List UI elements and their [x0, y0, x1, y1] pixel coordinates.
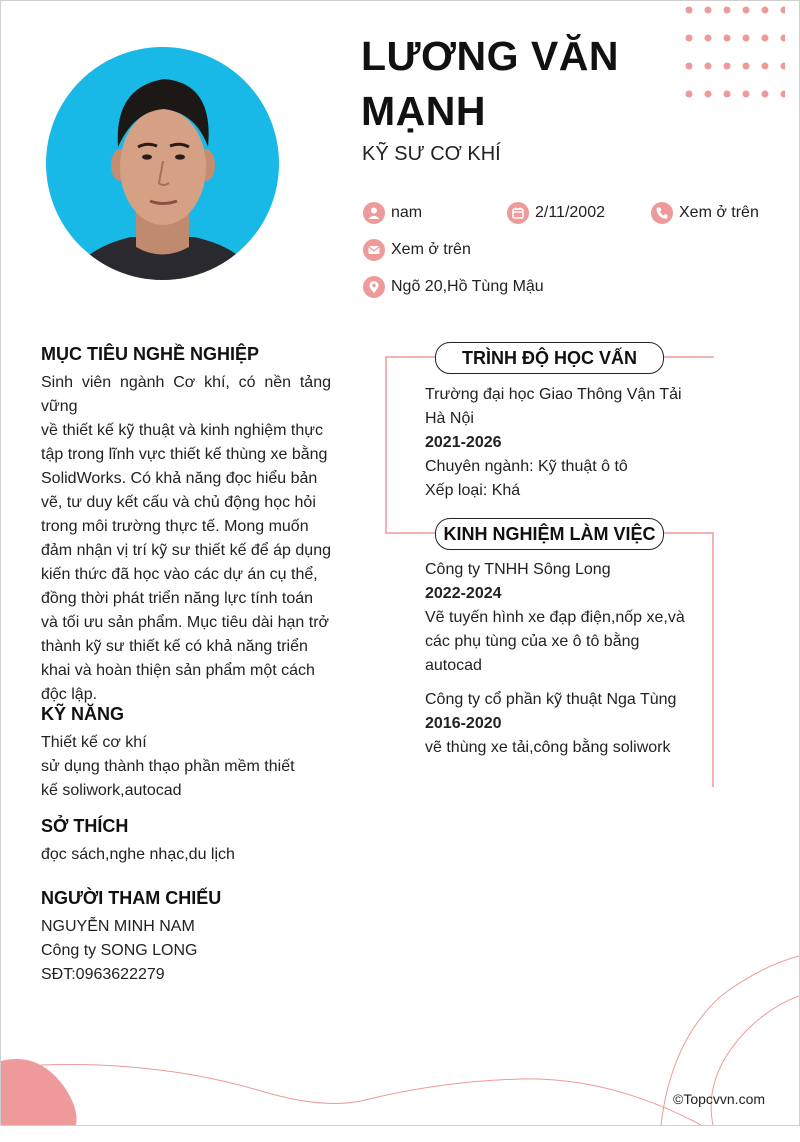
- references-title: NGƯỜI THAM CHIẾU: [41, 888, 222, 908]
- objective-title: MỤC TIÊU NGHỀ NGHIỆP: [41, 344, 260, 364]
- objective-line: SolidWorks. Có khả năng đọc hiểu bản: [41, 470, 318, 487]
- skill-line: sử dụng thành thạo phần mềm thiết: [41, 758, 295, 775]
- job-description-line: Vẽ tuyến hình xe đạp điện,nốp xe,và: [425, 609, 685, 626]
- objective-line: và tối ưu sản phẩm. Mục tiêu dài hạn trở: [41, 614, 330, 631]
- job-description-line: các phụ tùng của xe ô tô bằng: [425, 633, 640, 650]
- school-line: Trường đại học Giao Thông Vận Tải: [425, 386, 682, 403]
- skill-line: kế soliwork,autocad: [41, 782, 182, 799]
- education-period: 2021-2026: [425, 434, 502, 451]
- footer-credit: ©Topcvvn.com: [673, 1091, 766, 1107]
- skill-line: Thiết kế cơ khí: [41, 734, 147, 751]
- objective-line: kiến thức đã học vào các dự án cụ thể,: [41, 566, 318, 583]
- bottom-decoration: [1, 1, 799, 1125]
- education-rank: Xếp loại: Khá: [425, 482, 521, 499]
- address-text: Ngõ 20,Hồ Tùng Mậu: [391, 278, 544, 295]
- job-company: Công ty cổ phần kỹ thuật Nga Tùng: [425, 691, 677, 708]
- skills-title: KỸ NĂNG: [41, 704, 125, 724]
- objective-line: vẽ, tư duy kết cấu và chủ động học hỏi: [41, 494, 316, 511]
- reference-line: SĐT:0963622279: [41, 966, 165, 983]
- objective-line: khai và hoàn thiện sản phẩm một cách: [41, 662, 315, 679]
- objective-line: đồng thời phát triển năng lực tính toán: [41, 590, 314, 607]
- job-period: 2022-2024: [425, 585, 502, 602]
- experience-title: KINH NGHIỆM LÀM VIỆC: [435, 518, 664, 550]
- birthday-text: 2/11/2002: [535, 204, 605, 221]
- email-text: Xem ở trên: [391, 241, 471, 258]
- school-line: Hà Nội: [425, 410, 474, 427]
- objective-line: Sinh viên ngành Cơ khí, có nền tảng vững: [41, 374, 331, 415]
- reference-line: NGUYỄN MINH NAM: [41, 918, 195, 935]
- education-major: Chuyên ngành: Kỹ thuật ô tô: [425, 458, 628, 475]
- objective-line: tập trong lĩnh vực thiết kế thùng xe bằng: [41, 446, 328, 463]
- job-period: 2016-2020: [425, 715, 502, 732]
- name-line-2: MẠNH: [361, 88, 486, 134]
- objective-line: độc lập.: [41, 686, 98, 703]
- hobbies-title: SỞ THÍCH: [41, 816, 129, 836]
- hobbies-text: đọc sách,nghe nhạc,du lịch: [41, 846, 235, 863]
- phone-text: Xem ở trên: [679, 204, 759, 221]
- education-title: TRÌNH ĐỘ HỌC VẤN: [435, 342, 664, 374]
- job-description-line: vẽ thùng xe tải,công bằng soliwork: [425, 739, 671, 756]
- objective-line: thành kỹ sư thiết kế có khả năng triển: [41, 638, 308, 655]
- job-title: KỸ SƯ CƠ KHÍ: [362, 143, 501, 165]
- objective-line: về thiết kế kỹ thuật và kinh nghiệm thực: [41, 422, 323, 439]
- gender-text: nam: [391, 204, 423, 221]
- job-company: Công ty TNHH Sông Long: [425, 561, 611, 578]
- reference-line: Công ty SONG LONG: [41, 942, 198, 959]
- objective-line: đảm nhận vị trí kỹ sư thiết kế để áp dụng: [41, 542, 331, 559]
- name-line-1: LƯƠNG VĂN: [361, 33, 619, 79]
- job-description-line: autocad: [425, 657, 482, 674]
- objective-line: trong môi trường thực tế. Mong muốn: [41, 518, 309, 535]
